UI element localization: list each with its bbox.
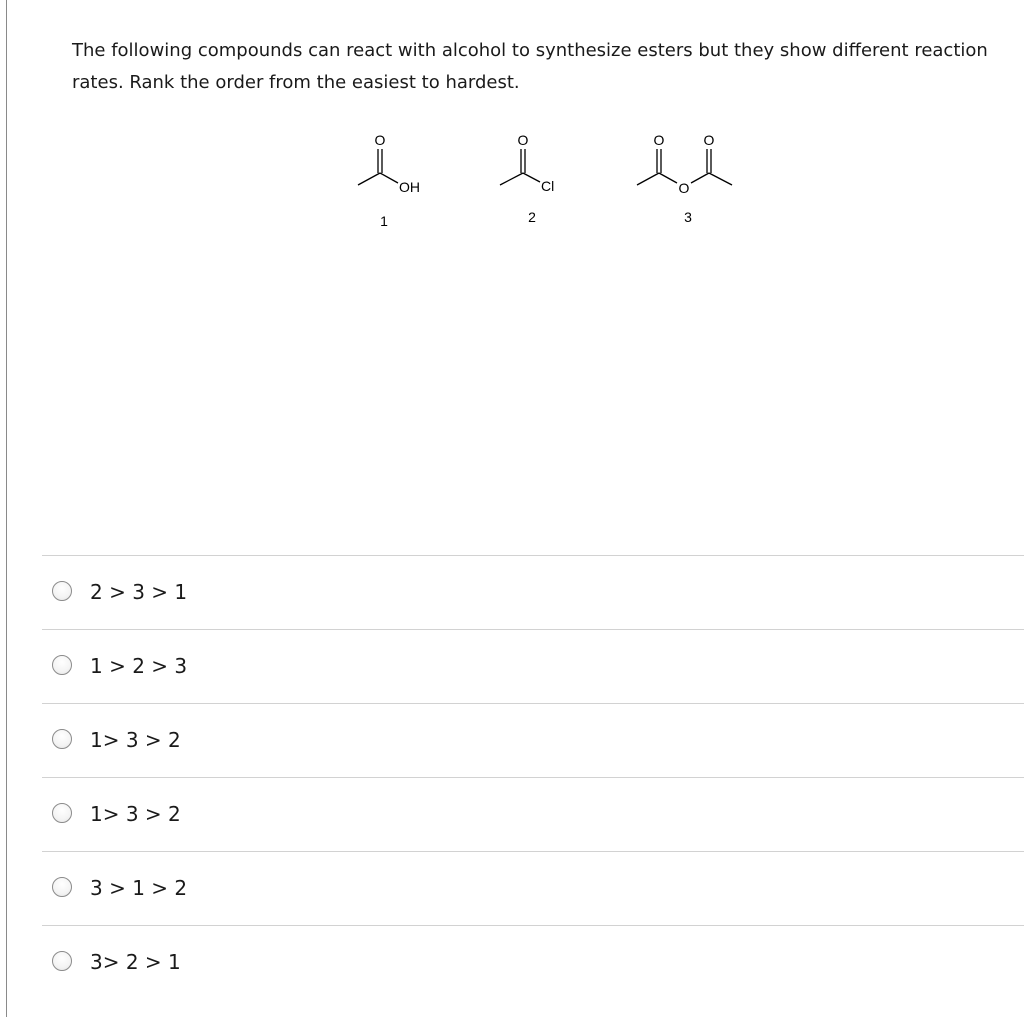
compound-1-bond-oh	[380, 173, 398, 183]
question-line-2: rates. Rank the order from the easiest to hardest.	[72, 72, 520, 93]
compound-3-bridge-o: O	[678, 180, 690, 196]
compound-2-carbonyl-o: O	[517, 132, 529, 148]
compound-1-oh: OH	[399, 179, 420, 195]
compound-1-number: 1	[380, 213, 388, 229]
radio-button[interactable]	[52, 581, 72, 601]
radio-button[interactable]	[52, 951, 72, 971]
choice-option-5[interactable]	[42, 852, 1024, 925]
choice-option-6[interactable]	[42, 926, 1024, 999]
choice-option-1[interactable]	[42, 556, 1024, 629]
choice-label: 2 > 3 > 1	[90, 580, 188, 604]
compound-structures	[340, 125, 760, 235]
question-line-1: The following compounds can react with alcohol to synthesize esters but they show different reaction	[72, 40, 988, 61]
radio-button[interactable]	[52, 729, 72, 749]
choice-option-4[interactable]	[42, 778, 1024, 851]
radio-button[interactable]	[52, 803, 72, 823]
compound-3-bond-ch3-left	[637, 173, 659, 185]
compound-2-bond-ch3	[500, 173, 523, 185]
choice-label: 1> 3 > 2	[90, 802, 181, 826]
compound-2-bond-cl	[523, 173, 540, 182]
compound-3-bond-o-left	[659, 173, 677, 183]
compound-3-bond-ch3-right	[709, 173, 732, 185]
compound-1-bond-ch3	[358, 173, 380, 185]
radio-button[interactable]	[52, 877, 72, 897]
question-text	[72, 35, 1012, 99]
radio-button[interactable]	[52, 655, 72, 675]
compound-2-cl: Cl	[541, 178, 555, 194]
choice-label: 3 > 1 > 2	[90, 876, 188, 900]
choice-label: 3> 2 > 1	[90, 950, 181, 974]
choice-label: 1> 3 > 2	[90, 728, 181, 752]
structures-figure	[340, 125, 760, 235]
choice-label: 1 > 2 > 3	[90, 654, 188, 678]
compound-2-number: 2	[528, 209, 536, 225]
compound-3-carbonyl-o1: O	[653, 132, 665, 148]
compound-3-carbonyl-o2: O	[703, 132, 715, 148]
compound-3-bond-o-right	[691, 173, 709, 183]
compound-3-number: 3	[684, 209, 692, 225]
compound-1-carbonyl-o: O	[374, 132, 386, 148]
choice-option-3[interactable]	[42, 704, 1024, 777]
answer-choices	[42, 555, 1024, 999]
choice-option-2[interactable]	[42, 630, 1024, 703]
page-left-border	[6, 0, 7, 1017]
